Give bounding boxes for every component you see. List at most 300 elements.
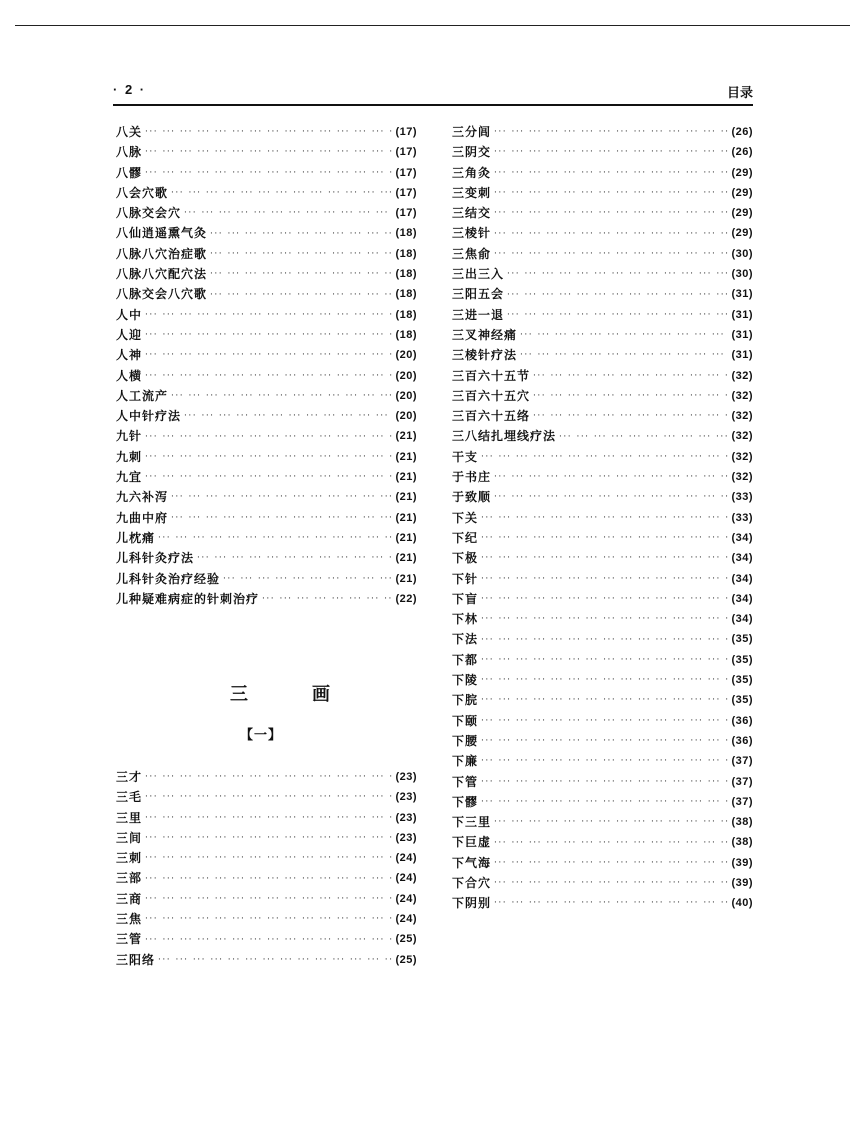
dot-leader (184, 406, 392, 426)
toc-entry-page: (23) (395, 791, 417, 804)
toc-entry-term: 八脉 (116, 145, 143, 160)
toc-entry-page: (18) (395, 328, 417, 341)
toc-entry-page: (21) (395, 511, 417, 524)
toc-entry-page: (31) (731, 328, 753, 341)
dot-leader (494, 244, 728, 264)
toc-entry-term: 八脉交会穴 (116, 206, 182, 221)
toc-entry (116, 909, 417, 929)
dot-leader (494, 203, 728, 223)
toc-entry-term: 三叉神经痛 (452, 327, 518, 342)
toc-entry-page: (32) (731, 471, 753, 484)
toc-entry (116, 447, 417, 467)
dot-leader (494, 487, 728, 507)
dot-leader (481, 772, 728, 792)
dot-leader (507, 264, 728, 284)
toc-entry-term: 下巨虚 (452, 835, 492, 850)
toc-entry (116, 244, 417, 264)
dot-leader (494, 812, 728, 832)
toc-entry-term: 三部 (116, 871, 143, 886)
toc-entry-term: 三结交 (452, 206, 492, 221)
toc-entry-page: (20) (395, 349, 417, 362)
toc-entry-page: (32) (731, 450, 753, 463)
toc-entry-term: 下针 (452, 571, 479, 586)
toc-entry-page: (29) (731, 166, 753, 179)
toc-entry (116, 767, 417, 787)
toc-entry (452, 487, 753, 507)
dot-leader (145, 305, 392, 325)
toc-entry-term: 九六补泻 (116, 490, 169, 505)
toc-entry-page: (31) (731, 349, 753, 362)
toc-entry-page: (21) (395, 471, 417, 484)
toc-entry (452, 609, 753, 629)
toc-entry (452, 325, 753, 345)
toc-entry (452, 122, 753, 142)
dot-leader (481, 650, 728, 670)
toc-entry-page: (17) (395, 166, 417, 179)
toc-entry-term: 九宜 (116, 470, 143, 485)
toc-entry (116, 868, 417, 888)
toc-entry-page: (21) (395, 572, 417, 585)
toc-entry (116, 787, 417, 807)
dot-leader (520, 345, 728, 365)
dot-leader (145, 345, 392, 365)
dot-leader (158, 528, 392, 548)
dot-leader (171, 508, 392, 528)
toc-entry-term: 三百六十五节 (452, 368, 531, 383)
toc-entry (452, 853, 753, 873)
dot-leader (158, 950, 392, 970)
dot-leader (145, 447, 392, 467)
toc-entry-page: (17) (395, 146, 417, 159)
toc-entry (452, 751, 753, 771)
toc-entry-term: 下髎 (452, 794, 479, 809)
toc-entry (452, 569, 753, 589)
toc-entry-term: 三间 (116, 830, 143, 845)
dot-leader (481, 447, 728, 467)
toc-entry-term: 三焦俞 (452, 246, 492, 261)
toc-entry-term: 下法 (452, 632, 479, 647)
toc-entry-page: (23) (395, 811, 417, 824)
dot-leader (494, 183, 728, 203)
toc-left-column-top (116, 122, 417, 609)
toc-entry-term: 三里 (116, 810, 143, 825)
toc-entry-term: 三百六十五络 (452, 409, 531, 424)
toc-entry-page: (18) (395, 268, 417, 281)
toc-entry-term: 下阴别 (452, 896, 492, 911)
toc-entry (452, 223, 753, 243)
running-head: 目录 (726, 86, 753, 101)
toc-entry-term: 下腰 (452, 733, 479, 748)
toc-entry-term: 下三里 (452, 815, 492, 830)
dot-leader (481, 528, 728, 548)
toc-entry (116, 386, 417, 406)
toc-entry (116, 142, 417, 162)
dot-leader (481, 630, 728, 650)
toc-entry (116, 569, 417, 589)
toc-entry-term: 下合穴 (452, 875, 492, 890)
toc-entry-term: 下盲 (452, 591, 479, 606)
toc-entry-page: (18) (395, 247, 417, 260)
toc-entry (452, 366, 753, 386)
toc-right-column (452, 122, 753, 914)
toc-entry-page: (24) (395, 852, 417, 865)
toc-entry-term: 三棱针 (452, 226, 492, 241)
toc-entry (452, 772, 753, 792)
dot-leader (507, 285, 728, 305)
toc-entry-term: 九刺 (116, 449, 143, 464)
toc-entry-term: 三阴交 (452, 145, 492, 160)
dot-leader (481, 731, 728, 751)
toc-entry-page: (18) (395, 288, 417, 301)
toc-entry-page: (23) (395, 831, 417, 844)
toc-entry-page: (32) (731, 410, 753, 423)
toc-entry-term: 下陵 (452, 673, 479, 688)
toc-entry-term: 三进一退 (452, 307, 505, 322)
toc-entry-page: (29) (731, 186, 753, 199)
toc-entry (452, 711, 753, 731)
toc-entry (452, 426, 753, 446)
toc-entry-term: 九针 (116, 429, 143, 444)
toc-entry-page: (39) (731, 856, 753, 869)
dot-leader (145, 930, 392, 950)
toc-entry-term: 三棱针疗法 (452, 348, 518, 363)
toc-entry-page: (34) (731, 613, 753, 626)
dot-leader (262, 589, 392, 609)
toc-entry (116, 345, 417, 365)
toc-entry (452, 284, 753, 304)
dot-leader (210, 224, 392, 244)
toc-entry-page: (29) (731, 207, 753, 220)
toc-entry (452, 142, 753, 162)
toc-entry-term: 下廉 (452, 754, 479, 769)
toc-entry-page: (37) (731, 755, 753, 768)
toc-entry-term: 下关 (452, 510, 479, 525)
toc-entry-page: (21) (395, 491, 417, 504)
toc-entry-page: (20) (395, 369, 417, 382)
toc-entry-page: (20) (395, 389, 417, 402)
toc-entry (116, 508, 417, 528)
toc-entry-page: (25) (395, 953, 417, 966)
toc-entry (452, 731, 753, 751)
dot-leader (494, 467, 728, 487)
toc-entry-page: (26) (731, 146, 753, 159)
dot-leader (145, 889, 392, 909)
toc-entry-term: 儿科针灸疗法 (116, 551, 195, 566)
toc-entry (452, 244, 753, 264)
toc-entry-page: (32) (731, 369, 753, 382)
toc-entry-page: (38) (731, 836, 753, 849)
toc-entry-term: 下气海 (452, 855, 492, 870)
toc-entry-term: 三变刺 (452, 185, 492, 200)
dot-leader (171, 183, 392, 203)
toc-entry (116, 808, 417, 828)
dot-leader (145, 909, 392, 929)
dot-leader (481, 589, 728, 609)
toc-entry (116, 548, 417, 568)
toc-entry (116, 848, 417, 868)
toc-entry-page: (34) (731, 531, 753, 544)
toc-entry-page: (21) (395, 450, 417, 463)
toc-entry-term: 三阳五会 (452, 287, 505, 302)
toc-entry-page: (30) (731, 268, 753, 281)
toc-entry-term: 下管 (452, 774, 479, 789)
page-number: · 2 · (113, 82, 147, 97)
toc-entry-term: 人横 (116, 368, 143, 383)
toc-entry (452, 629, 753, 649)
section-heading (230, 680, 330, 706)
dot-leader (494, 142, 728, 162)
toc-entry-term: 三百六十五穴 (452, 388, 531, 403)
toc-entry (452, 893, 753, 913)
dot-leader (197, 548, 392, 568)
toc-entry-term: 于致顺 (452, 490, 492, 505)
toc-entry (116, 828, 417, 848)
toc-entry-page: (29) (731, 227, 753, 240)
toc-entry-page: (33) (731, 491, 753, 504)
toc-entry (116, 487, 417, 507)
toc-entry (452, 670, 753, 690)
toc-entry-page: (32) (731, 430, 753, 443)
toc-entry-page: (37) (731, 795, 753, 808)
toc-entry-term: 三阳络 (116, 952, 156, 967)
toc-entry (452, 264, 753, 284)
toc-entry-term: 八会穴歌 (116, 185, 169, 200)
dot-leader (145, 828, 392, 848)
toc-entry-term: 三管 (116, 932, 143, 947)
dot-leader (481, 609, 728, 629)
toc-entry-page: (17) (395, 186, 417, 199)
toc-entry (116, 223, 417, 243)
dot-leader (494, 224, 728, 244)
dot-leader (145, 163, 392, 183)
toc-entry-page: (18) (395, 308, 417, 321)
toc-entry (452, 548, 753, 568)
dot-leader (171, 386, 392, 406)
dot-leader (145, 122, 392, 142)
toc-entry (452, 345, 753, 365)
dot-leader (494, 163, 728, 183)
toc-entry (452, 183, 753, 203)
toc-entry-page: (34) (731, 572, 753, 585)
toc-entry-page: (26) (731, 126, 753, 138)
toc-entry-page: (39) (731, 876, 753, 889)
toc-entry-term: 三角灸 (452, 165, 492, 180)
toc-entry-page: (35) (731, 633, 753, 646)
toc-entry-term: 儿科针灸治疗经验 (116, 571, 221, 586)
toc-entry-page: (31) (731, 288, 753, 301)
dot-leader (559, 427, 728, 447)
toc-entry-page: (34) (731, 592, 753, 605)
dot-leader (494, 853, 728, 873)
dot-leader (145, 427, 392, 447)
toc-entry (452, 873, 753, 893)
toc-entry-term: 八髎 (116, 165, 143, 180)
toc-entry-page: (34) (731, 552, 753, 565)
dot-leader (145, 325, 392, 345)
dot-leader (145, 787, 392, 807)
toc-entry (116, 183, 417, 203)
toc-entry (452, 528, 753, 548)
toc-entry-term: 九曲中府 (116, 510, 169, 525)
toc-entry (116, 325, 417, 345)
toc-entry-page: (21) (395, 531, 417, 544)
page-header (113, 82, 753, 102)
toc-entry-page: (35) (731, 653, 753, 666)
toc-entry-page: (32) (731, 389, 753, 402)
toc-entry (116, 305, 417, 325)
dot-leader (210, 285, 392, 305)
toc-entry-page: (24) (395, 872, 417, 885)
toc-entry-term: 八脉交会八穴歌 (116, 287, 208, 302)
header-rule (113, 104, 753, 106)
section-heading-left: 三 (230, 684, 248, 705)
toc-entry-term: 八关 (116, 125, 143, 139)
dot-leader (210, 244, 392, 264)
toc-entry-term: 儿枕痛 (116, 530, 156, 545)
toc-entry-page: (23) (395, 771, 417, 783)
dot-leader (507, 305, 728, 325)
toc-entry-term: 儿种疑难病症的针刺治疗 (116, 591, 260, 606)
toc-entry-term: 下纪 (452, 530, 479, 545)
dot-leader (494, 833, 728, 853)
dot-leader (481, 690, 728, 710)
toc-entry-term: 三毛 (116, 790, 143, 805)
toc-entry (452, 589, 753, 609)
dot-leader (520, 325, 728, 345)
dot-leader (223, 569, 392, 589)
toc-entry-term: 人中针疗法 (116, 409, 182, 424)
toc-entry (452, 163, 753, 183)
dot-leader (145, 869, 392, 889)
dot-leader (481, 548, 728, 568)
toc-entry (116, 929, 417, 949)
toc-entry (452, 386, 753, 406)
dot-leader (494, 873, 728, 893)
dot-leader (533, 366, 728, 386)
toc-entry (116, 203, 417, 223)
dot-leader (481, 751, 728, 771)
dot-leader (210, 264, 392, 284)
toc-entry-term: 干支 (452, 449, 479, 464)
toc-entry-page: (40) (731, 897, 753, 910)
toc-entry-term: 八脉八穴治症歌 (116, 246, 208, 261)
section-heading-right: 画 (312, 684, 330, 705)
toc-entry (116, 528, 417, 548)
toc-entry (452, 305, 753, 325)
dot-leader (533, 386, 728, 406)
dot-leader (145, 808, 392, 828)
toc-entry-page: (33) (731, 511, 753, 524)
toc-entry-page: (21) (395, 430, 417, 443)
toc-entry (116, 284, 417, 304)
toc-entry-term: 八仙逍遥熏气灸 (116, 226, 208, 241)
toc-entry-term: 于书庄 (452, 470, 492, 485)
toc-entry-page: (35) (731, 694, 753, 707)
toc-entry-page: (24) (395, 913, 417, 926)
toc-entry (116, 589, 417, 609)
toc-entry (452, 406, 753, 426)
dot-leader (145, 848, 392, 868)
toc-entry-page: (38) (731, 816, 753, 829)
toc-entry-term: 八脉八穴配穴法 (116, 267, 208, 282)
dot-leader (494, 122, 728, 142)
toc-entry-page: (36) (731, 714, 753, 727)
toc-entry-page: (36) (731, 734, 753, 747)
toc-entry (116, 889, 417, 909)
toc-entry (116, 366, 417, 386)
toc-entry-term: 人中 (116, 307, 143, 322)
toc-entry (452, 508, 753, 528)
toc-entry-page: (25) (395, 933, 417, 946)
toc-left-column-bottom (116, 767, 417, 970)
toc-entry (452, 203, 753, 223)
toc-entry-term: 三分闾 (452, 125, 492, 139)
toc-entry-page: (18) (395, 227, 417, 240)
toc-entry-term: 人神 (116, 348, 143, 363)
toc-entry-term: 人工流产 (116, 388, 169, 403)
toc-entry-page: (20) (395, 410, 417, 423)
dot-leader (481, 711, 728, 731)
toc-entry (116, 950, 417, 970)
toc-entry (116, 122, 417, 142)
dot-leader (145, 142, 392, 162)
toc-entry-page: (24) (395, 892, 417, 905)
dot-leader (481, 670, 728, 690)
toc-entry (452, 832, 753, 852)
toc-entry-term: 三焦 (116, 912, 143, 927)
toc-entry (116, 406, 417, 426)
scan-top-rule-right (15, 25, 850, 26)
toc-entry-page: (21) (395, 552, 417, 565)
toc-entry-term: 三商 (116, 891, 143, 906)
toc-entry-page: (22) (395, 592, 417, 605)
toc-entry-term: 三八结扎埋线疗法 (452, 429, 557, 444)
toc-entry-page: (31) (731, 308, 753, 321)
dot-leader (171, 487, 392, 507)
toc-entry (116, 264, 417, 284)
toc-entry-term: 三刺 (116, 851, 143, 866)
toc-entry-term: 下脘 (452, 693, 479, 708)
toc-entry (116, 426, 417, 446)
dot-leader (494, 893, 728, 913)
toc-entry-page: (30) (731, 247, 753, 260)
toc-entry-term: 下林 (452, 612, 479, 627)
toc-entry-page: (17) (395, 207, 417, 220)
toc-entry (452, 650, 753, 670)
toc-entry-page: (37) (731, 775, 753, 788)
toc-entry (452, 467, 753, 487)
toc-entry-term: 下颐 (452, 713, 479, 728)
dot-leader (145, 767, 392, 787)
dot-leader (145, 366, 392, 386)
toc-entry (452, 690, 753, 710)
dot-leader (184, 203, 392, 223)
toc-entry-term: 下都 (452, 652, 479, 667)
dot-leader (533, 406, 728, 426)
toc-entry-page: (35) (731, 674, 753, 687)
dot-leader (145, 467, 392, 487)
toc-entry-term: 人迎 (116, 327, 143, 342)
toc-entry-term: 下极 (452, 551, 479, 566)
dot-leader (481, 569, 728, 589)
dot-leader (481, 508, 728, 528)
subsection-heading: 【一】 (240, 728, 283, 743)
toc-entry (116, 467, 417, 487)
toc-entry (116, 163, 417, 183)
toc-entry (452, 792, 753, 812)
toc-entry-term: 三出三入 (452, 267, 505, 282)
toc-entry (452, 812, 753, 832)
